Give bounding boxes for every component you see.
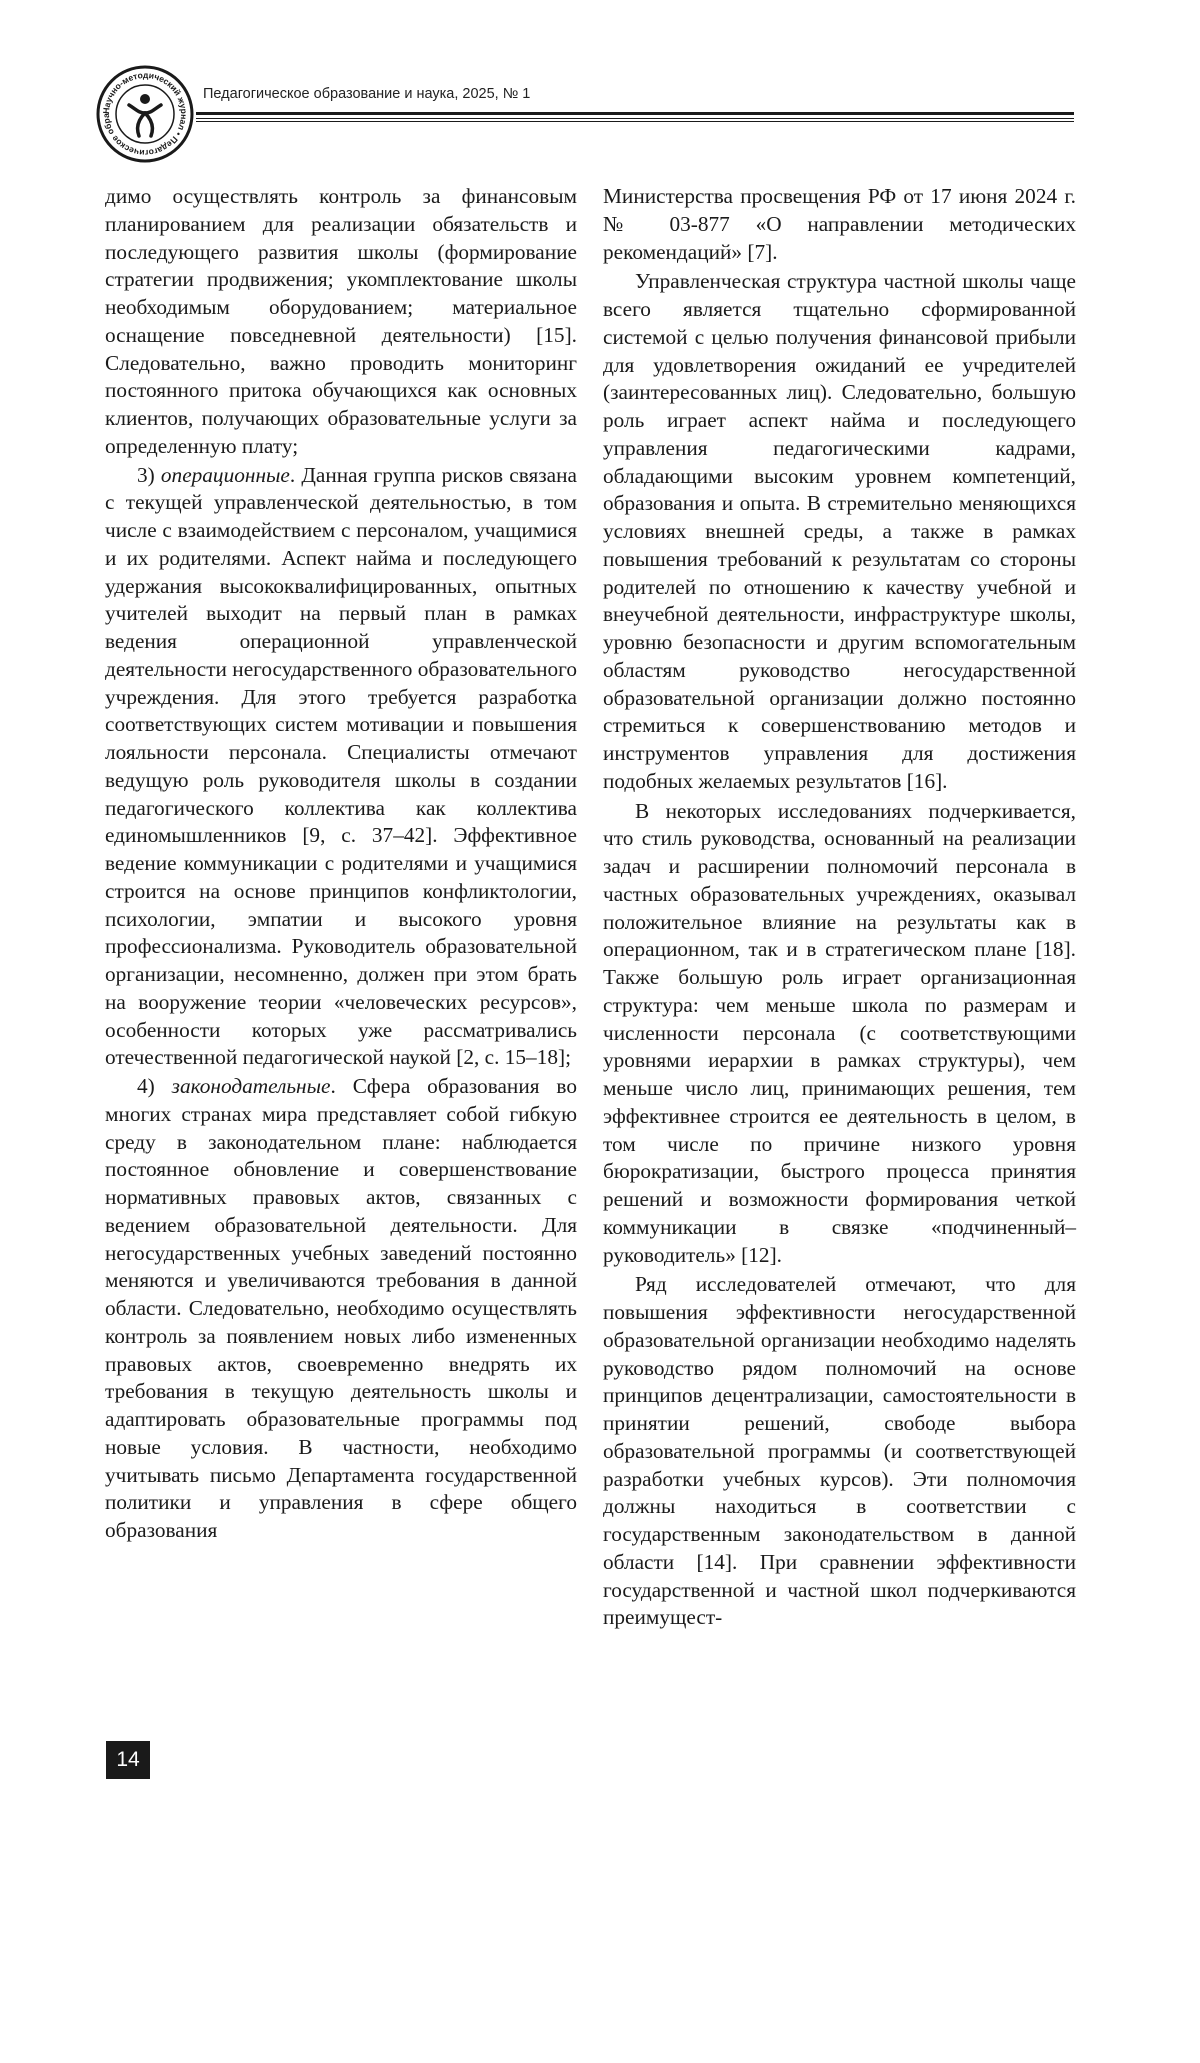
paragraph: Ряд исследователей отмечают, что для повышения эффективности негосударственной образовательной организации необходимо наделять руководство рядом полномочий на основе принципов децентрализации, самостоятельности в принятии решений, свободе выбора образовательной программы (и соответствующей разработки учебных курсов). Эти полномочия должны находиться в соответствии с государственным законодательством в данной области [14]. При сравнении эффективности государственной и частной школ подчеркиваются преимущест-: [603, 1272, 1076, 1630]
paragraph: Министерства просвещения РФ от 17 июня 2024 г. № 03-877 «О направлении методических рекомендаций» [7].: [603, 184, 1076, 264]
header-rule-thin: [196, 118, 1074, 119]
header-rule-thin: [196, 121, 1074, 122]
italic-term: законодательные: [171, 1074, 331, 1098]
list-number: 4): [137, 1074, 172, 1098]
page-number: 14: [106, 1741, 150, 1779]
italic-term: операционные: [160, 462, 290, 487]
paragraph-legislative-risks: [105, 1073, 577, 1545]
list-number: 3): [137, 462, 161, 487]
journal-logo: [95, 64, 195, 164]
article-column-right: [603, 183, 1076, 2063]
logo-ring-text: Научно-методический журнал • Педагогическое обра: [100, 69, 190, 159]
paragraph-text: . Данная группа рисков связана с текущей управленческой деятельностью, в том числе с взаимодействием с персоналом, учащимися и их родителями. Аспект найма и последующего удержания высококвалифицированных, опытных учителей выходит на первый план в рамках ведения операционной управленческой деятельности негосударственного образовательного учреждения. Для этого требуется разработка соответствующих систем мотивации и повышения лояльности персонала. Специалисты отмечают ведущую роль руководителя школы в создании педагогического коллектива как коллектива единомышленников [9, с. 37–42]. Эффективное ведение коммуникации с родителями и учащимися строится на основе принципов конфликтологии, психологии, эмпатии и высокого уровня профессионализма. Руководитель образовательной организации, несомненно, должен при этом брать на вооружение теории «человеческих ресурсов», особенности которых уже рассматривались отечественной педагогической наукой [2, с. 15–18];: [105, 462, 577, 1070]
paragraph: димо осуществлять контроль за финансовым планированием для реализации обязательств и последующего развития школы (формирование стратегии продвижения; укомплектование школы необходимым оборудованием; материальное оснащение повседневной деятельности) [15]. Следовательно, важно проводить мониторинг постоянного притока обучающихся как основных клиентов, получающих образовательные услуги за определенную плату;: [105, 184, 577, 458]
header-rule-thick: [196, 112, 1074, 115]
paragraph: В некоторых исследованиях подчеркивается, что стиль руководства, основанный на реализации задач и расширении полномочий персонала в частных образовательных учреждениях, оказывал положительное влияние на результаты как в операционном, так и в стратегическом плане [18]. Также большую роль играет организационная структура: чем меньше школа по размерам и численности персонала (с соответствующими уровнями иерархии в рамках структуры), чем меньше число лиц, принимающих решения, тем эффективнее строится ее деятельность в целом, в том числе по причине низкого уровня бюрократизации, быстрого процесса принятия решений и возможности формирования четкой коммуникации в связке «подчиненный–руководитель» [12].: [603, 798, 1076, 1267]
paragraph-text: . Сфера образования во многих странах мира представляет собой гибкую среду в законодательном плане: наблюдается постоянное обновление и совершенствование нормативных правовых актов, связанных с ведением образовательной деятельности. Для негосударственных учебных заведений постоянно меняются и увеличиваются требования в данной области. Следовательно, необходимо осуществлять контроль за появлением новых либо измененных правовых актов, своевременно внедрять их требования в текущую деятельность школы и адаптировать образовательные программы под новые условия. В частности, необходимо учитывать письмо Департамента государственной политики и управления в сфере общего образования: [105, 1074, 577, 1542]
paragraph-operational-risks: [105, 462, 577, 1073]
human-figure-emblem-icon: [95, 64, 195, 164]
article-column-left: [105, 183, 577, 2063]
journal-header-title: Педагогическое образование и наука, 2025, № 1: [203, 86, 531, 102]
paragraph: Управленческая структура частной школы чаще всего является тщательно сформированной системой с целью получения финансовой прибыли для удовлетворения ожиданий ее учредителей (заинтересованных лиц). Следовательно, большую роль играет аспект найма и последующего управления педагогическими кадрами, обладающими высоким уровнем компетенций, образования и опыта. В стремительно меняющихся условиях внешней среды, а также в рамках повышения требований к результатам со стороны родителей по отношению к качеству учебной и внеучебной деятельности, инфраструктуре школы, уровню безопасности и другим вспомогательным областям руководство негосударственной образовательной организации должно постоянно стремиться к совершенствованию методов и инструментов управления для достижения подобных желаемых результатов [16].: [603, 269, 1076, 793]
